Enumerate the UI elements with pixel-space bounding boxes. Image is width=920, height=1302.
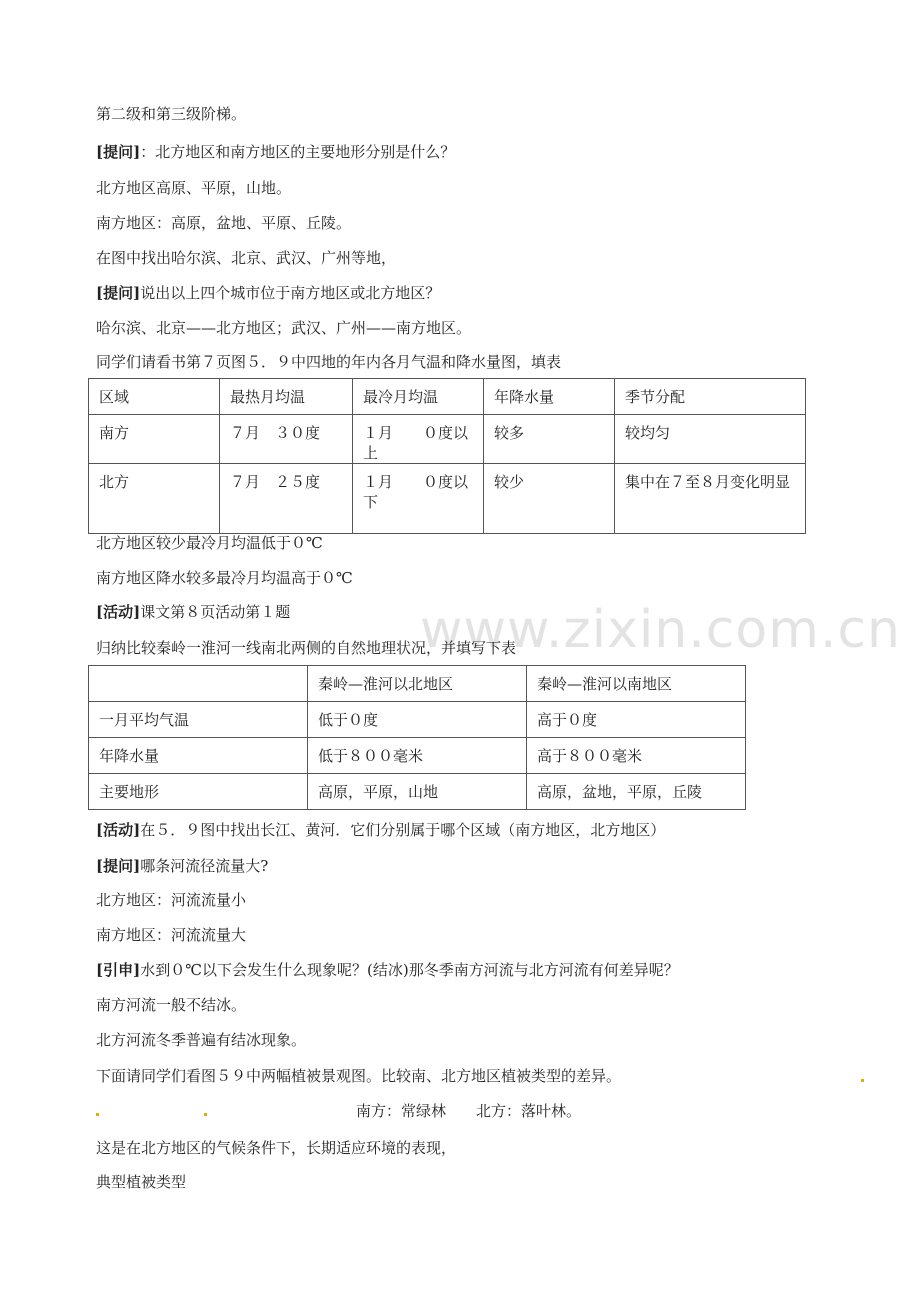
- table-header-row: [89, 666, 746, 702]
- text-line: 北方河流冬季普遍有结冰现象。: [96, 1031, 307, 1049]
- table-cell: 高于０度: [527, 702, 746, 738]
- text-line: 北方地区较少最冷月均温低于０℃: [96, 534, 323, 552]
- table-cell: １月 ０度以下: [353, 464, 484, 534]
- table-row: [89, 774, 746, 810]
- tag-label: [活动]: [96, 821, 141, 839]
- table-cell: 集中在７至８月变化明显: [615, 464, 806, 534]
- table-cell: 较均匀: [615, 415, 806, 464]
- table-cell: 高于８００毫米: [527, 738, 746, 774]
- table-cell: 较多: [484, 415, 615, 464]
- qinling-huaihe-table: [88, 665, 746, 810]
- table-header-cell: 秦岭—淮河以南地区: [527, 666, 746, 702]
- text-line: [96, 142, 455, 162]
- table-header-cell: 最冷月均温: [353, 379, 484, 415]
- table-cell: ７月 ２５度: [220, 464, 353, 534]
- text-line: [96, 960, 679, 980]
- table-cell: 较少: [484, 464, 615, 534]
- text-line: 南方地区：河流流量大: [96, 926, 247, 944]
- table-header-cell: 最热月均温: [220, 379, 353, 415]
- table-row: [89, 702, 746, 738]
- table-header-cell: 秦岭—淮河以北地区: [308, 666, 527, 702]
- table-cell: 低于０度: [308, 702, 527, 738]
- text-line: 南方：常绿林 北方：落叶林。: [356, 1102, 582, 1120]
- table-cell: 低于８００毫米: [308, 738, 527, 774]
- table-cell: 主要地形: [89, 774, 308, 810]
- table-cell: 高原，平原，山地: [308, 774, 527, 810]
- artifact-dot: [204, 1113, 207, 1116]
- table-header-row: [89, 379, 806, 415]
- text-line: 北方地区高原、平原，山地。: [96, 179, 292, 197]
- text-line: 南方地区降水较多最冷月均温高于０℃: [96, 569, 353, 587]
- text-line: 北方地区：河流流量小: [96, 891, 247, 909]
- tag-label: [活动]: [96, 603, 141, 621]
- table-cell: 高原，盆地，平原，丘陵: [527, 774, 746, 810]
- line-text: 在５．９图中找出长江、黄河．它们分别属于哪个区域（南方地区，北方地区）: [140, 821, 666, 839]
- text-line: 南方地区：高原，盆地、平原、丘陵。: [96, 214, 352, 232]
- text-line: 这是在北方地区的气候条件下，长期适应环境的表现，: [96, 1139, 457, 1157]
- line-text: 水到０℃以下会发生什么现象呢？(结冰)那冬季南方河流与北方河流有何差异呢？: [140, 961, 679, 979]
- table-cell: 一月平均气温: [89, 702, 308, 738]
- text-line: 归纳比较秦岭一淮河一线南北两侧的自然地理状况，并填写下表: [96, 639, 517, 657]
- text-line: 下面请同学们看图５９中两幅植被景观图。比较南、北方地区植被类型的差异。: [96, 1067, 622, 1085]
- table-header-cell: 区域: [89, 379, 220, 415]
- text-line: 典型植被类型: [96, 1173, 187, 1191]
- line-text: 哪条河流径流量大?: [140, 857, 269, 875]
- line-text: ：北方地区和南方地区的主要地形分别是什么？: [140, 143, 456, 161]
- text-line: 哈尔滨、北京——北方地区；武汉、广州——南方地区。: [96, 319, 472, 337]
- table-header-cell: [89, 666, 308, 702]
- text-line: 第二级和第三级阶梯。: [96, 105, 247, 123]
- tag-label: [提问]: [96, 143, 141, 161]
- tag-label: [提问]: [96, 857, 141, 875]
- tag-label: [引申]: [96, 961, 141, 979]
- watermark: www.zixin.com.cn: [420, 600, 901, 660]
- text-line: 南方河流一般不结冰。: [96, 996, 247, 1014]
- table-cell: 北方: [89, 464, 220, 534]
- line-text: 说出以上四个城市位于南方地区或北方地区？: [140, 284, 441, 302]
- table-row: [89, 415, 806, 464]
- table-row: [89, 464, 806, 534]
- climate-table: [88, 378, 806, 534]
- table-cell: ７月 ３０度: [220, 415, 353, 464]
- artifact-dot: [96, 1113, 99, 1116]
- table-header-cell: 年降水量: [484, 379, 615, 415]
- tag-label: [提问]: [96, 284, 141, 302]
- table-cell: 年降水量: [89, 738, 308, 774]
- text-line: [96, 856, 268, 876]
- text-line: 在图中找出哈尔滨、北京、武汉、广州等地，: [96, 249, 397, 267]
- text-line: [96, 602, 290, 622]
- text-line: [96, 283, 440, 303]
- text-line: 同学们请看书第７页图５．９中四地的年内各月气温和降水量图，填表: [96, 353, 562, 371]
- table-header-cell: 季节分配: [615, 379, 806, 415]
- table-cell: １月 ０度以上: [353, 415, 484, 464]
- text-line: [96, 820, 665, 840]
- artifact-dot: [861, 1079, 864, 1082]
- table-cell: 南方: [89, 415, 220, 464]
- table-row: [89, 738, 746, 774]
- line-text: 课文第８页活动第１题: [140, 603, 291, 621]
